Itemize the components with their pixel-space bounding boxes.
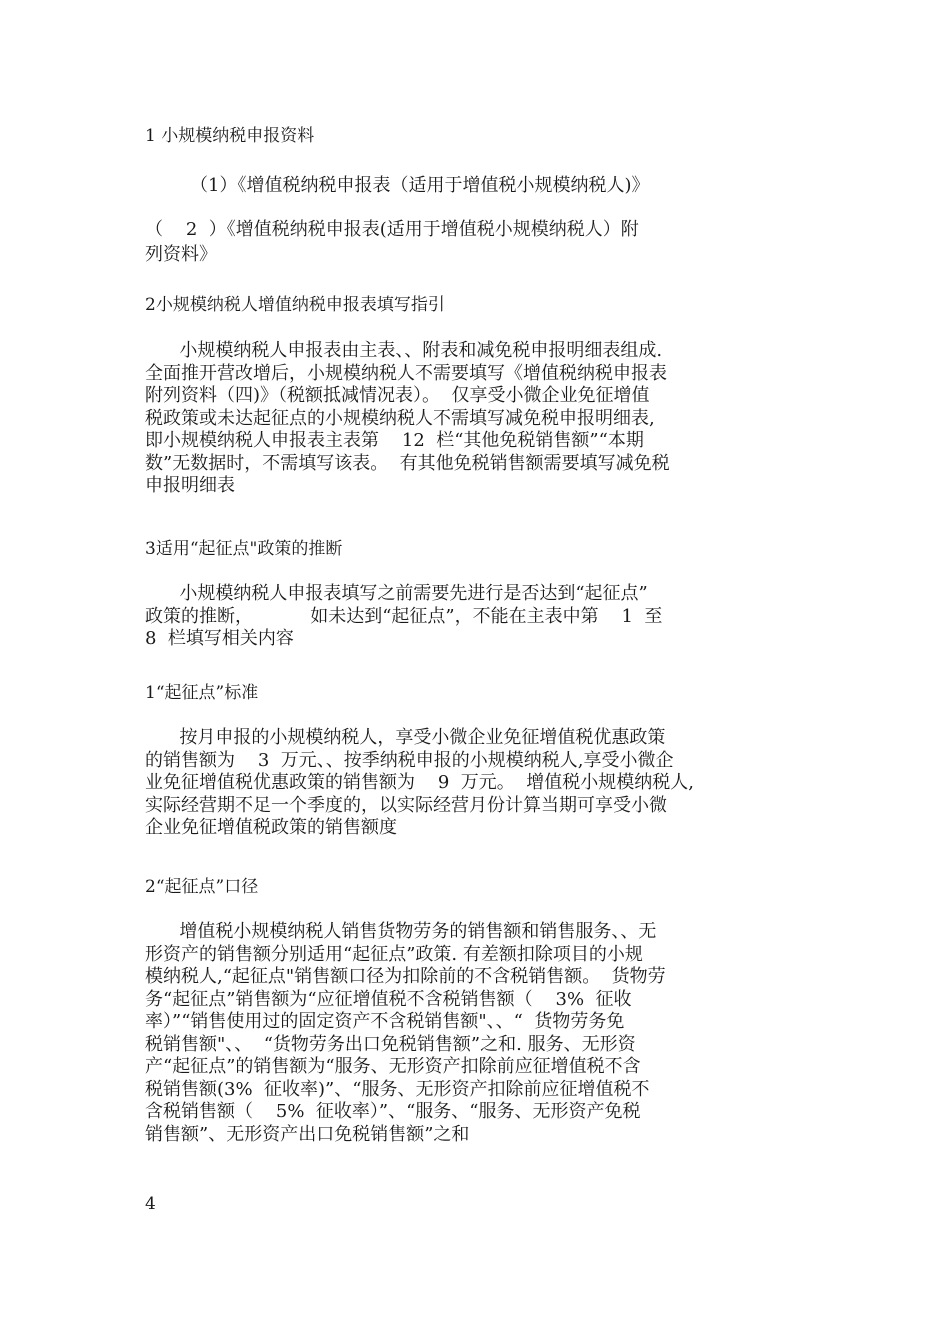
section-4-paragraph [145,727,825,840]
section-5-heading: 2“起征点”口径 [145,877,259,897]
paragraph-line: 附列资料（四)》（税额抵减情况表）。 仅享受小微企业免征增值 [145,385,650,406]
paragraph-line: 全面推开营改增后，小规模纳税人不需要填写《增值税纳税申报表 [145,362,667,384]
paragraph-line: 小规模纳税人申报表由主表、、附表和减免税申报明细表组成. [145,340,663,361]
section-2-heading: 2小规模纳税人增值纳税申报表填写指引 [145,295,445,315]
paragraph-line: 率）”“销售使用过的固定资产不含税销售额"、、“ 货物劳务免 [145,1011,625,1032]
paragraph-line: 申报明细表 [145,475,235,496]
paragraph-line: 产“起征点”的销售额为“服务、无形资产扣除前应征增值税不含 [145,1056,641,1077]
page-number: 4 [145,1194,156,1214]
paragraph-line: 企业免征增值税政策的销售额度 [145,817,397,838]
paragraph-line: 小规模纳税人申报表填写之前需要先进行是否达到“起征点” [145,583,648,604]
paragraph-line: 增值税小规模纳税人销售货物劳务的销售额和销售服务、、无 [145,921,657,942]
paragraph-line: 含税销售额（ 5% 征收率）”、“服务、“服务、无形资产免税 [145,1101,641,1122]
paragraph-line: 销售额”、无形资产出口免税销售额”之和 [145,1123,470,1145]
section-1-item-1: （1）《增值税纳税申报表（适用于增值税小规模纳税人)》 [190,175,650,196]
section-2-paragraph [145,340,825,498]
paragraph-line: 的销售额为 3 万元、、按季纳税申报的小规模纳税人,享受小微企 [145,749,674,771]
paragraph-line: 按月申报的小规模纳税人，享受小微企业免征增值税优惠政策 [145,727,666,748]
paragraph-line: 务“起征点”销售额为“应征增值税不含税销售额（ 3% 征收 [145,988,632,1010]
paragraph-line: 模纳税人,“起征点"销售额口径为扣除前的不含税销售额。 货物劳 [145,966,666,987]
section-1-heading: 1 小规模纳税申报资料 [145,126,315,146]
item-2-line: （ 2 ）《增值税纳税申报表(适用于增值税小规模纳税人）附 [145,219,639,240]
paragraph-line: 实际经营期不足一个季度的，以实际经营月份计算当期可享受小微 [145,794,667,816]
paragraph-line: 形资产的销售额分别适用“起征点”政策. 有差额扣除项目的小规 [145,943,643,965]
item-2-line: 列资料》 [145,244,217,265]
section-3-paragraph [145,583,825,651]
section-5-paragraph [145,921,825,1146]
paragraph-line: 政策的推断， 如未达到“起征点”，不能在主表中第 1 至 [145,605,663,627]
paragraph-line: 税销售额(3% 征收率)”、“服务、无形资产扣除前应征增值税不 [145,1078,650,1100]
paragraph-line: 8 栏填写相关内容 [145,628,294,649]
paragraph-line: 税销售额"、、 “货物劳务出口免税销售额”之和. 服务、无形资 [145,1033,636,1055]
section-3-heading: 3适用“起征点"政策的推断 [145,539,343,559]
paragraph-line: 数”无数据时，不需填写该表。 有其他免税销售额需要填写减免税 [145,452,670,474]
paragraph-line: 税政策或未达起征点的小规模纳税人不需填写减免税申报明细表, [145,407,655,429]
section-1-item-2 [145,217,825,267]
paragraph-line: 业免征增值税优惠政策的销售额为 9 万元。 增值税小规模纳税人, [145,772,694,793]
paragraph-line: 即小规模纳税人申报表主表第 12 栏“其他免税销售额”“本期 [145,430,644,451]
section-4-heading: 1“起征点”标准 [145,683,259,703]
